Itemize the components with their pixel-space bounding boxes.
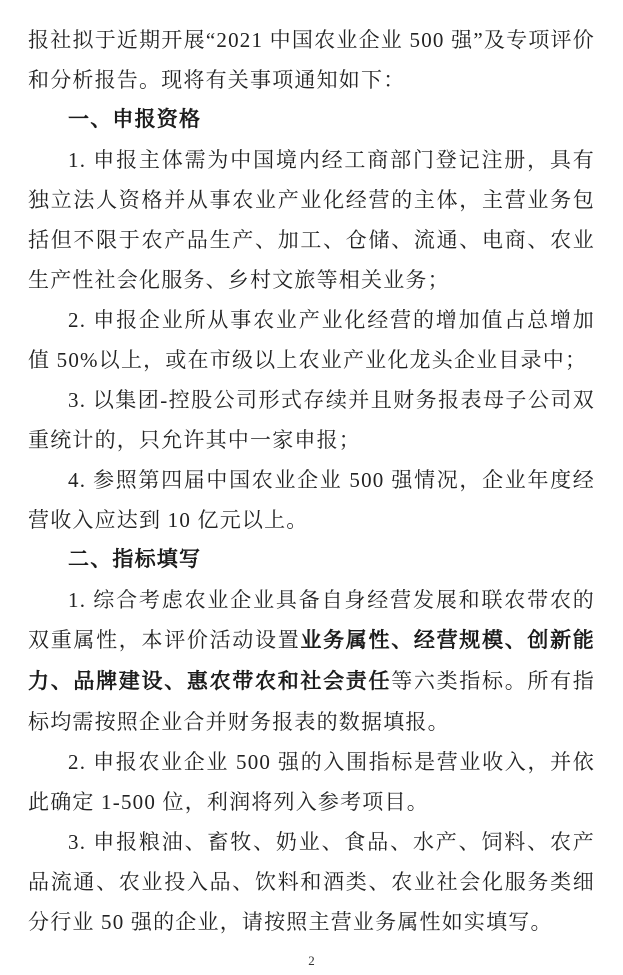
section1-item-2 — [28, 300, 595, 380]
section1-item-4 — [28, 460, 595, 540]
text-run: 1. 综合考虑农业企业具备自身经营发展和联农带农的双重属性，本评价活动设置 — [28, 588, 595, 652]
text-run: 3. 以集团-控股公司形式存续并且财务报表母子公司双重统计的，只允许其中一家申报； — [28, 388, 595, 452]
text-run: 2. 申报企业所从事农业产业化经营的增加值占总增加值 50%以上，或在市级以上农业产业化龙头企业目录中； — [28, 308, 595, 372]
section1-item-3 — [28, 380, 595, 460]
text-run: 1. 申报主体需为中国境内经工商部门登记注册，具有独立法人资格并从事农业产业化经营的主体，主营业务包括但不限于农产品生产、加工、仓储、流通、电商、农业生产性社会化服务、乡村文旅等相关业务； — [28, 148, 595, 292]
section2-item-2 — [28, 742, 595, 822]
section1-item-1 — [28, 140, 595, 300]
heading-text: 一、申报资格 — [68, 108, 202, 131]
text-run: 3. 申报粮油、畜牧、奶业、食品、水产、饲料、农产品流通、农业投入品、饮料和酒类、农业社会化服务类细分行业 50 强的企业，请按照主营业务属性如实填写。 — [28, 830, 595, 934]
paragraph-intro — [28, 20, 595, 100]
section-heading-application-qualification — [28, 100, 595, 140]
heading-text: 二、指标填写 — [68, 548, 202, 571]
section2-item-3 — [28, 822, 595, 942]
text-run: 报社拟于近期开展“2021 中国农业企业 500 强”及专项评价和分析报告。现将有关事项通知如下： — [28, 28, 595, 92]
text-run: 等六类指标。所有指标均需按照企业合并财务报表的数据填报。 — [28, 669, 595, 734]
section2-item-1 — [28, 580, 595, 742]
text-run: 2. 申报农业企业 500 强的入围指标是营业收入，并依此确定 1-500 位，利润将列入参考项目。 — [28, 750, 595, 814]
bold-text-run: 业务属性、经营规模、创新能力、品牌建设、惠农带农和社会责任 — [28, 629, 595, 693]
text-run: 4. 参照第四届中国农业企业 500 强情况，企业年度经营收入应达到 10 亿元以上。 — [28, 468, 595, 532]
section-heading-indicator-filling — [28, 540, 595, 580]
page-number: 2 — [308, 953, 315, 968]
